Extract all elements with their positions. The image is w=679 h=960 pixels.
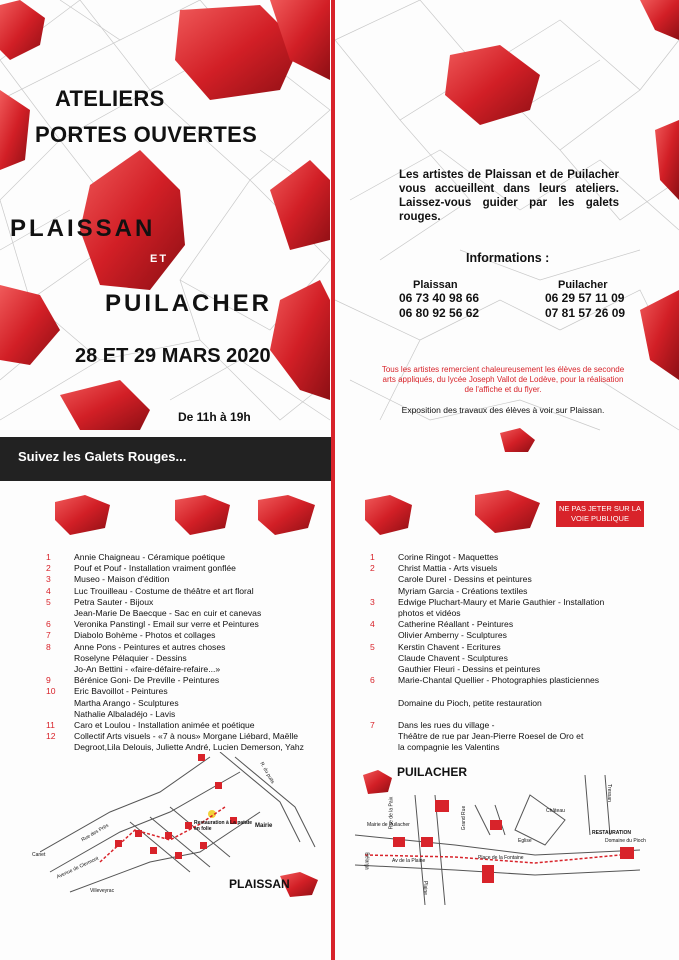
artist-entry: Petra Sauter - Bijoux bbox=[74, 596, 154, 607]
exhibition-note: Exposition des travaux des élèves à voir sur Plaissan. bbox=[401, 405, 605, 415]
artist-entry: Collectif Arts visuels - «7 à nous» Morgane Liébard, Maëlle bbox=[74, 731, 299, 742]
artist-number: 4 bbox=[46, 585, 51, 596]
artist-number: 6 bbox=[46, 619, 51, 630]
artist-number bbox=[370, 709, 398, 720]
artist-entry bbox=[398, 686, 400, 697]
puilacher-map-rue: Rue de la Paix bbox=[388, 796, 395, 830]
informations-title: Informations : bbox=[466, 251, 550, 265]
puilacher-map-mairie: Mairie de Puilacher bbox=[367, 822, 410, 828]
artist-entry: Olivier Amberny - Sculptures bbox=[398, 630, 507, 641]
artist-entry: Catherine Réallant - Peintures bbox=[398, 619, 514, 630]
artist-number bbox=[46, 664, 74, 675]
artist-entry: la compagnie les Valentins bbox=[398, 742, 500, 753]
puilacher-map-chateau: Château bbox=[546, 808, 565, 814]
phone-plaissan-1: 06 73 40 98 66 bbox=[399, 291, 480, 305]
event-dates: 28 ET 29 MARS 2020 bbox=[75, 345, 271, 367]
puilacher-artist-list bbox=[370, 552, 670, 754]
artist-entry: Jean-Marie De Baecque - Sac en cuir et canevas bbox=[74, 608, 262, 619]
artist-row bbox=[370, 619, 670, 630]
follow-band-text: Suivez les Galets Rouges... bbox=[18, 449, 187, 464]
center-divider bbox=[331, 0, 335, 960]
artist-number: 5 bbox=[46, 596, 51, 607]
artist-entry: Museo - Maison d'édition bbox=[74, 574, 170, 585]
artist-row bbox=[370, 742, 670, 753]
artist-row bbox=[370, 630, 670, 641]
artist-number: 7 bbox=[46, 630, 51, 641]
artist-row bbox=[370, 709, 670, 720]
artist-entry: photos et vidéos bbox=[398, 608, 461, 619]
artist-row bbox=[46, 720, 326, 731]
artist-entry: Jo-An Bettini - «faire-défaire-refaire...» bbox=[74, 664, 221, 675]
artist-number: 12 bbox=[46, 731, 56, 742]
artist-entry: Luc Trouilleau - Costume de théâtre et art floral bbox=[74, 585, 254, 596]
artist-entry: Christ Mattia - Arts visuels bbox=[398, 563, 498, 574]
title-plaissan: PLAISSAN bbox=[10, 215, 156, 242]
artist-number bbox=[370, 586, 398, 597]
artist-number: 9 bbox=[46, 675, 51, 686]
artist-row bbox=[370, 574, 670, 585]
artist-number bbox=[370, 686, 398, 697]
artist-row bbox=[46, 698, 326, 709]
artist-number: 8 bbox=[46, 641, 51, 652]
artist-number bbox=[370, 698, 398, 709]
puilacher-map-title: PUILACHER bbox=[397, 765, 468, 779]
artist-number bbox=[370, 731, 398, 742]
artist-row bbox=[46, 642, 326, 653]
plaissan-map-rue: Rue des Près bbox=[80, 822, 110, 844]
artist-number: 11 bbox=[46, 720, 55, 731]
artist-entry: Gauthier Fleuri - Dessins et peintures bbox=[398, 664, 541, 675]
artist-entry: Nathalie Albaladéjo - Lavis bbox=[74, 708, 176, 719]
artist-number bbox=[370, 630, 398, 641]
title-puilacher: PUILACHER bbox=[105, 290, 273, 317]
artist-entry: Degroot,Lila Delouis, Juliette André, Lucien Demerson, Yahz bbox=[74, 742, 304, 753]
artist-number bbox=[370, 574, 398, 585]
artist-entry: Carole Durel - Dessins et peintures bbox=[398, 574, 532, 585]
thanks-note: Tous les artistes remercient chaleureusement les élèves de seconde arts appliqués, du lycée Joseph Vallot de Lodève, pour la réalisation de l'affiche et du flyer. bbox=[381, 365, 625, 394]
artist-number: 2 bbox=[370, 563, 375, 574]
artist-entry: Corine Ringot - Maquettes bbox=[398, 552, 499, 562]
intro-text: Les artistes de Plaissan et de Puilacher vous accueillent dans leurs ateliers. Laissez-vous guider par les galets rouges. bbox=[399, 169, 619, 223]
phone-plaissan-2: 06 80 92 56 62 bbox=[399, 306, 480, 320]
artist-entry: Veronika Panstingl - Email sur verre et Peintures bbox=[74, 619, 259, 630]
artist-number bbox=[46, 698, 74, 709]
artist-row bbox=[46, 709, 326, 720]
contact-name-puilacher: Puilacher bbox=[558, 279, 608, 291]
artist-row bbox=[46, 574, 326, 585]
puilacher-map-belarga: Bélarga bbox=[363, 852, 370, 870]
artist-number bbox=[46, 709, 74, 720]
artist-number: 7 bbox=[370, 720, 375, 731]
artist-entry: Marie-Chantal Quellier - Photographies plasticiennes bbox=[398, 675, 600, 686]
no-litter-notice: NE PAS JETER SUR LA VOIE PUBLIQUE bbox=[556, 501, 644, 527]
artist-row bbox=[370, 664, 670, 675]
artist-entry bbox=[398, 709, 400, 720]
artist-number: 3 bbox=[370, 596, 375, 607]
artist-number bbox=[370, 742, 398, 753]
artist-entry: Anne Pons - Peintures et autres choses bbox=[74, 641, 226, 652]
artist-row bbox=[46, 586, 326, 597]
artist-entry: Kerstin Chavent - Ecritures bbox=[398, 641, 501, 652]
artist-row bbox=[370, 731, 670, 742]
artist-entry: Caro et Loulou - Installation animée et poétique bbox=[74, 720, 255, 731]
artist-entry: Bérénice Goni- De Preville - Peintures bbox=[74, 675, 220, 686]
plaissan-map-route: R. du puits bbox=[258, 761, 276, 785]
artist-row bbox=[46, 653, 326, 664]
puilacher-map-tressan: Tressan bbox=[605, 784, 612, 802]
artist-number: 5 bbox=[370, 641, 375, 652]
artist-number bbox=[46, 653, 74, 664]
puilacher-map bbox=[355, 775, 640, 905]
artist-number: 2 bbox=[46, 563, 51, 574]
title-et: ET bbox=[150, 253, 169, 265]
puilacher-map-avenue: Av de la Plaine bbox=[392, 858, 426, 864]
artist-number: 4 bbox=[370, 619, 375, 630]
artist-row bbox=[370, 586, 670, 597]
artist-row bbox=[370, 552, 670, 563]
artist-row bbox=[370, 642, 670, 653]
artist-entry: Domaine du Pioch, petite restauration bbox=[398, 697, 542, 708]
plaissan-map-title: PLAISSAN bbox=[229, 877, 290, 891]
artist-row bbox=[46, 608, 326, 619]
artist-number bbox=[370, 664, 398, 675]
artist-row bbox=[370, 720, 670, 731]
puilacher-map-plaine: Plaine bbox=[421, 881, 428, 895]
artist-number: 3 bbox=[46, 574, 51, 585]
plaissan-map bbox=[40, 752, 330, 897]
artist-row bbox=[370, 608, 670, 619]
artist-row bbox=[370, 563, 670, 574]
artist-number bbox=[370, 653, 398, 664]
puilacher-map-grand-rue: Grand Rue bbox=[461, 805, 468, 831]
artist-entry: Myriam Garcia - Créations textiles bbox=[398, 585, 528, 596]
artist-row bbox=[46, 597, 326, 608]
artist-number: 6 bbox=[370, 675, 375, 686]
opening-hours: De 11h à 19h bbox=[178, 410, 251, 424]
artist-entry: Diabolo Bohème - Photos et collages bbox=[74, 630, 216, 641]
artist-row bbox=[46, 675, 326, 686]
artist-row bbox=[46, 563, 326, 574]
plaissan-map-mairie: Mairie bbox=[255, 823, 273, 829]
plaissan-map-canet: Canet bbox=[32, 852, 46, 858]
artist-row bbox=[370, 675, 670, 686]
artist-row bbox=[46, 686, 326, 697]
plaissan-map-villeveyrac: Villeveyrac bbox=[90, 888, 115, 894]
title-portes-ouvertes: PORTES OUVERTES bbox=[35, 122, 258, 147]
artist-row bbox=[370, 597, 670, 608]
phone-puilacher-1: 06 29 57 11 09 bbox=[545, 291, 625, 305]
artist-entry: Théâtre de rue par Jean-Pierre Roesel de Oro et bbox=[398, 731, 584, 742]
contact-name-plaissan: Plaissan bbox=[413, 279, 458, 291]
artist-row bbox=[46, 619, 326, 630]
puilacher-map-domaine: Domaine du Pioch bbox=[605, 838, 646, 844]
phone-puilacher-2: 07 81 57 26 09 bbox=[545, 306, 626, 320]
artist-row bbox=[46, 552, 326, 563]
plaissan-map-restauration: Restauration à La patate en folie bbox=[194, 820, 253, 832]
artist-entry: Pouf et Pouf - Installation vraiment gonflée bbox=[74, 563, 236, 574]
artist-number bbox=[370, 608, 398, 619]
artist-row bbox=[370, 686, 670, 697]
puilacher-map-restauration: RESTAURATION bbox=[592, 830, 631, 836]
plaissan-map-avenue: Avenue de Clermont bbox=[55, 855, 100, 881]
artist-entry: Roselyne Pélaquier - Dessins bbox=[74, 652, 187, 663]
artist-entry: Eric Bavoillot - Peintures bbox=[74, 686, 168, 697]
artist-row bbox=[46, 731, 326, 742]
plaissan-artist-list bbox=[46, 552, 326, 754]
artist-entry: Edwige Pluchart-Maury et Marie Gauthier - Installation bbox=[398, 596, 605, 607]
artist-number bbox=[46, 608, 74, 619]
artist-row bbox=[46, 630, 326, 641]
follow-band bbox=[0, 437, 331, 481]
artist-number: 10 bbox=[46, 686, 56, 697]
puilacher-map-fontaine: Place de la Fontaine bbox=[478, 855, 524, 861]
artist-entry: Claude Chavent - Sculptures bbox=[398, 652, 508, 663]
artist-row bbox=[370, 653, 670, 664]
artist-entry: Dans les rues du village - bbox=[398, 720, 495, 731]
title-ateliers: ATELIERS bbox=[55, 86, 165, 111]
puilacher-map-eglise: Eglise bbox=[518, 838, 532, 844]
artist-row bbox=[46, 664, 326, 675]
artist-number: 1 bbox=[370, 552, 375, 562]
artist-row bbox=[370, 698, 670, 709]
artist-entry: Annie Chaigneau - Céramique poétique bbox=[74, 552, 225, 562]
artist-entry: Martha Arango - Sculptures bbox=[74, 697, 179, 708]
artist-number: 1 bbox=[46, 552, 51, 562]
